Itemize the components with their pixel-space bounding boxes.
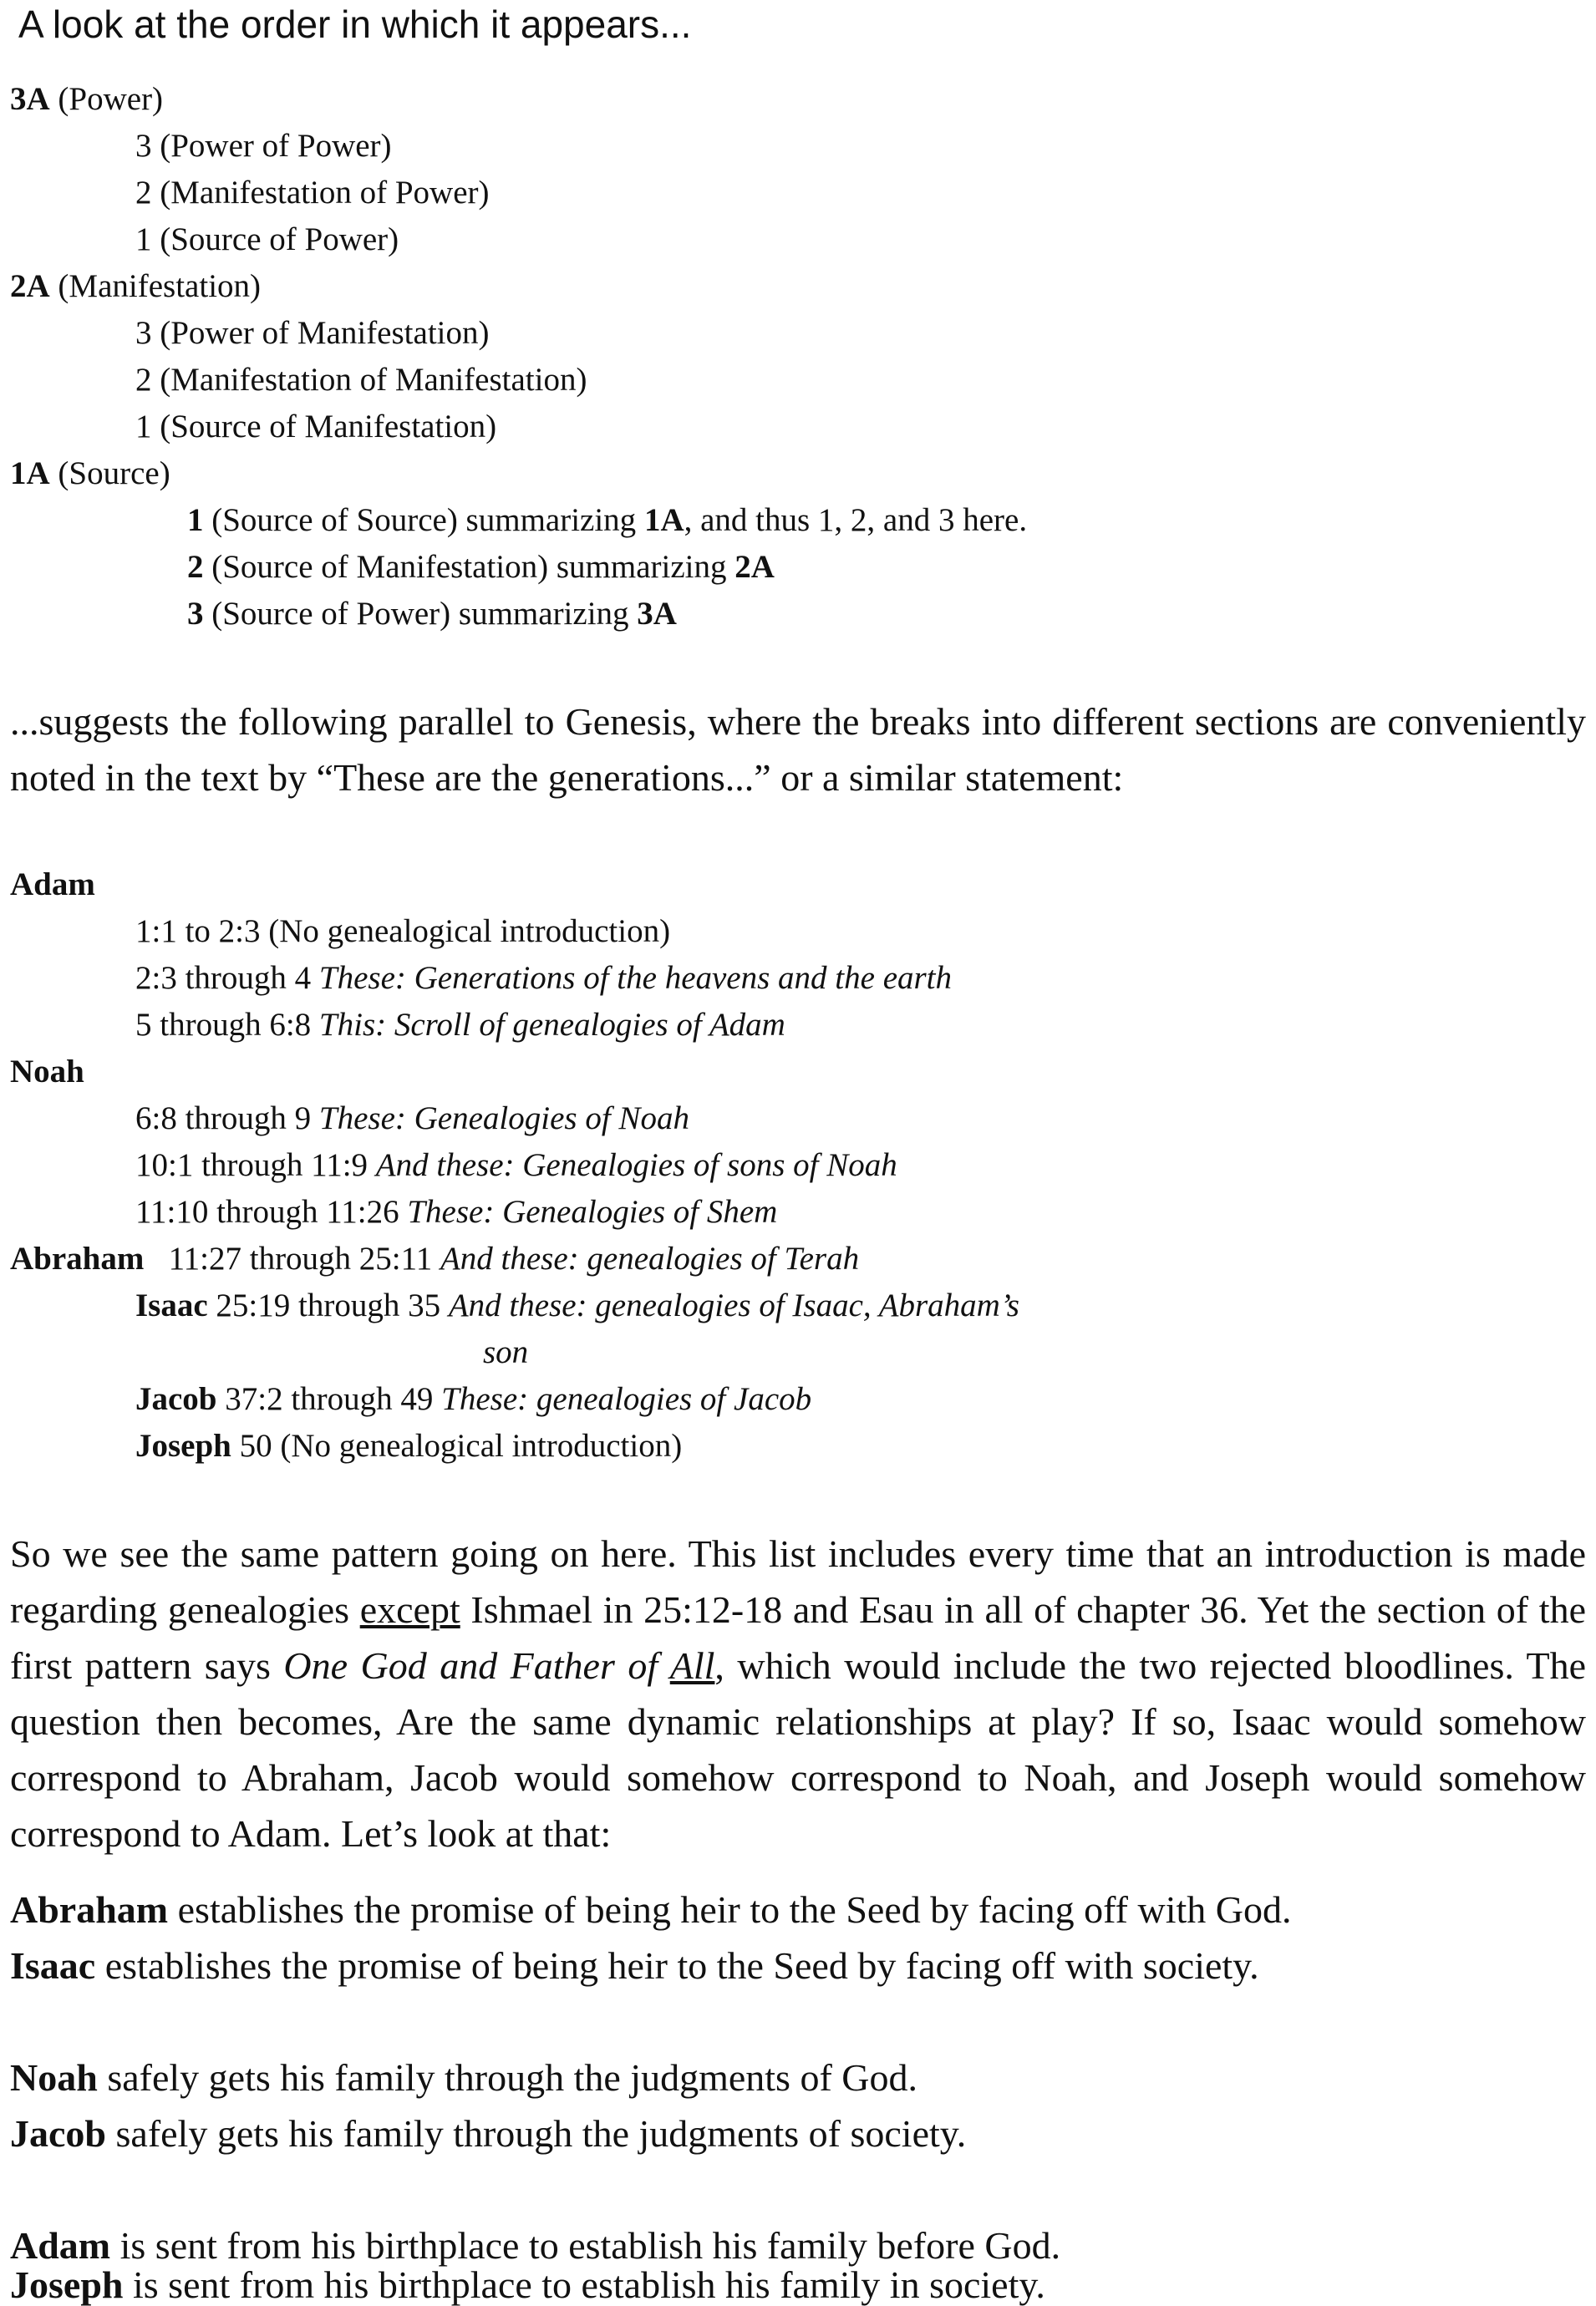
comparison-line: Isaac establishes the promise of being heir to the Seed by facing off with society. bbox=[10, 1944, 1259, 1987]
outline-item: 3 (Power of Manifestation) bbox=[135, 315, 490, 351]
intro-line: A look at the order in which it appears... bbox=[18, 3, 692, 46]
genesis-row: 11:10 through 11:26 These: Genealogies of Shem bbox=[135, 1194, 778, 1230]
main-paragraph: So we see the same pattern going on here. This list includes every time that an introduction is made regarding genealogies except Ishmael in 25:12-18 and Esau in all of chapter 36. Yet the section of the first pattern says One God and Father of All, which would include the two rejected bloodlines. The question then becomes, Are the same dynamic relationships at play? If so, Isaac would somehow correspond to Abraham, Jacob would somehow correspond to Noah, and Joseph would somehow correspond to Adam. Let’s look at that: bbox=[10, 1532, 1586, 1855]
outline-item: 2 (Manifestation of Power) bbox=[135, 175, 490, 211]
comparison-line: Abraham establishes the promise of being heir to the Seed by facing off with God. bbox=[10, 1888, 1292, 1931]
comparison-line: Adam is sent from his birthplace to establish his family before God. bbox=[10, 2224, 1061, 2267]
comparison-line: Jacob safely gets his family through the judgments of society. bbox=[10, 2112, 967, 2155]
outline-item: 3A (Power) bbox=[10, 81, 164, 117]
outline-label: 2A bbox=[10, 268, 50, 304]
genesis-row-jacob: Jacob 37:2 through 49 These: genealogies of Jacob bbox=[135, 1381, 812, 1417]
outline-item: 1A (Source) bbox=[10, 455, 170, 491]
genesis-row-isaac: Isaac 25:19 through 35 And these: genealogies of Isaac, Abraham’s bbox=[135, 1288, 1019, 1323]
outline-item: 1 (Source of Power) bbox=[135, 221, 399, 257]
outline-item: 2A (Manifestation) bbox=[10, 268, 262, 304]
genesis-heading-noah: Noah bbox=[10, 1054, 84, 1090]
genesis-row-joseph: Joseph 50 (No genealogical introduction) bbox=[135, 1428, 683, 1464]
outline-label: 1A bbox=[10, 455, 50, 491]
comparison-line: Noah safely gets his family through the judgments of God. bbox=[10, 2056, 917, 2099]
genesis-row: 6:8 through 9 These: Genealogies of Noah bbox=[135, 1100, 689, 1136]
outline-item: 1 (Source of Source) summarizing 1A, and thus 1, 2, and 3 here. bbox=[187, 502, 1028, 538]
comparison-line: Joseph is sent from his birthplace to establish his family in society. bbox=[10, 2263, 1045, 2306]
genesis-row: 2:3 through 4 These: Generations of the heavens and the earth bbox=[135, 960, 953, 996]
genesis-row-isaac-continued: son bbox=[483, 1334, 529, 1370]
outline-label: 3A bbox=[10, 81, 50, 117]
outline-item: 3 (Power of Power) bbox=[135, 128, 392, 164]
outline-item: 2 (Source of Manifestation) summarizing 2A bbox=[187, 549, 775, 585]
genesis-row: 10:1 through 11:9 And these: Genealogies of sons of Noah bbox=[135, 1147, 897, 1183]
genesis-row: 1:1 to 2:3 (No genealogical introduction) bbox=[135, 913, 671, 949]
genesis-row-abraham: Abraham 11:27 through 25:11 And these: genealogies of Terah bbox=[10, 1241, 860, 1277]
genesis-row: 5 through 6:8 This: Scroll of genealogies of Adam bbox=[135, 1007, 785, 1043]
outline-item: 3 (Source of Power) summarizing 3A bbox=[187, 596, 677, 632]
genesis-heading-adam: Adam bbox=[10, 866, 95, 902]
transition-paragraph: ...suggests the following parallel to Genesis, where the breaks into different sections are conveniently noted in the text by “These are the generations...” or a similar statement: bbox=[10, 700, 1586, 799]
outline-item: 2 (Manifestation of Manifestation) bbox=[135, 362, 587, 398]
outline-item: 1 (Source of Manifestation) bbox=[135, 409, 497, 444]
